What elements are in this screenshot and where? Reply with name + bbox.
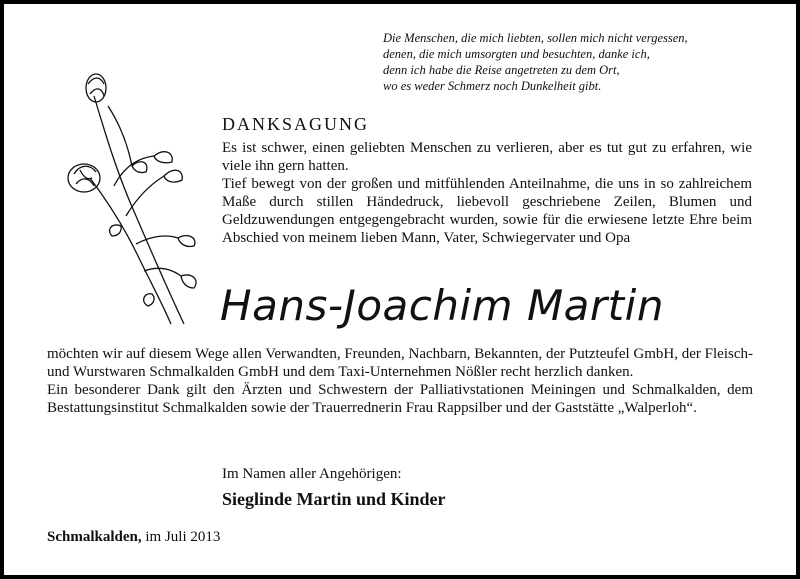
body-text	[47, 345, 753, 417]
poem	[383, 30, 788, 94]
poem-line: denn ich habe die Reise angetreten zu dem Ort,	[383, 63, 620, 77]
place-city: Schmalkalden,	[47, 529, 142, 545]
poem-line: denen, die mich umsorgten und besuchten, danke ich,	[383, 47, 650, 61]
heading: DANKSAGUNG	[222, 114, 370, 134]
place-date	[47, 528, 220, 546]
body-paragraph: möchten wir auf diesem Wege allen Verwandten, Freunden, Nachbarn, Bekannten, der Putzteufel GmbH, der Fleisch- und Wurstwaren Schmalkalden GmbH und dem Taxi-Unternehmen Nößler recht herzlich danken.	[47, 346, 753, 380]
poem-line: Die Menschen, die mich liebten, sollen mich nicht vergessen,	[383, 31, 688, 45]
poem-line: wo es weder Schmerz noch Dunkelheit gibt.	[383, 79, 602, 93]
intro-paragraph: Es ist schwer, einen geliebten Menschen zu verlieren, aber es tut gut zu erfahren, wie viele ihn gern hatten.	[222, 140, 752, 174]
deceased-name: Hans-Joachim Martin	[220, 281, 664, 330]
family-signature: Sieglinde Martin und Kinder	[222, 489, 446, 509]
rose-branch-icon	[66, 66, 216, 328]
body-paragraph: Ein besonderer Dank gilt den Ärzten und Schwestern der Palliativstationen Meiningen und Schmalkalden, dem Bestattungsinstitut Schmalkalden sowie der Trauerrednerin Frau Rappsilber und der Gaststätte „Walperloh“.	[47, 382, 753, 416]
intro-paragraph: Tief bewegt von der großen und mitfühlenden Anteilnahme, die uns in so zahlreichem Maße durch stillen Händedruck, liebevoll geschriebene Zeilen, Blumen und Geldzuwendungen entgegengebracht wurden, sowie für die erwiesene letzte Ehre beim Abschied von meinem lieben Mann, Vater, Schwiegervater und Opa	[222, 176, 752, 246]
closing-line: Im Namen aller Angehörigen:	[222, 466, 402, 482]
place-date-text: im Juli 2013	[145, 529, 221, 545]
intro-text	[222, 139, 752, 247]
